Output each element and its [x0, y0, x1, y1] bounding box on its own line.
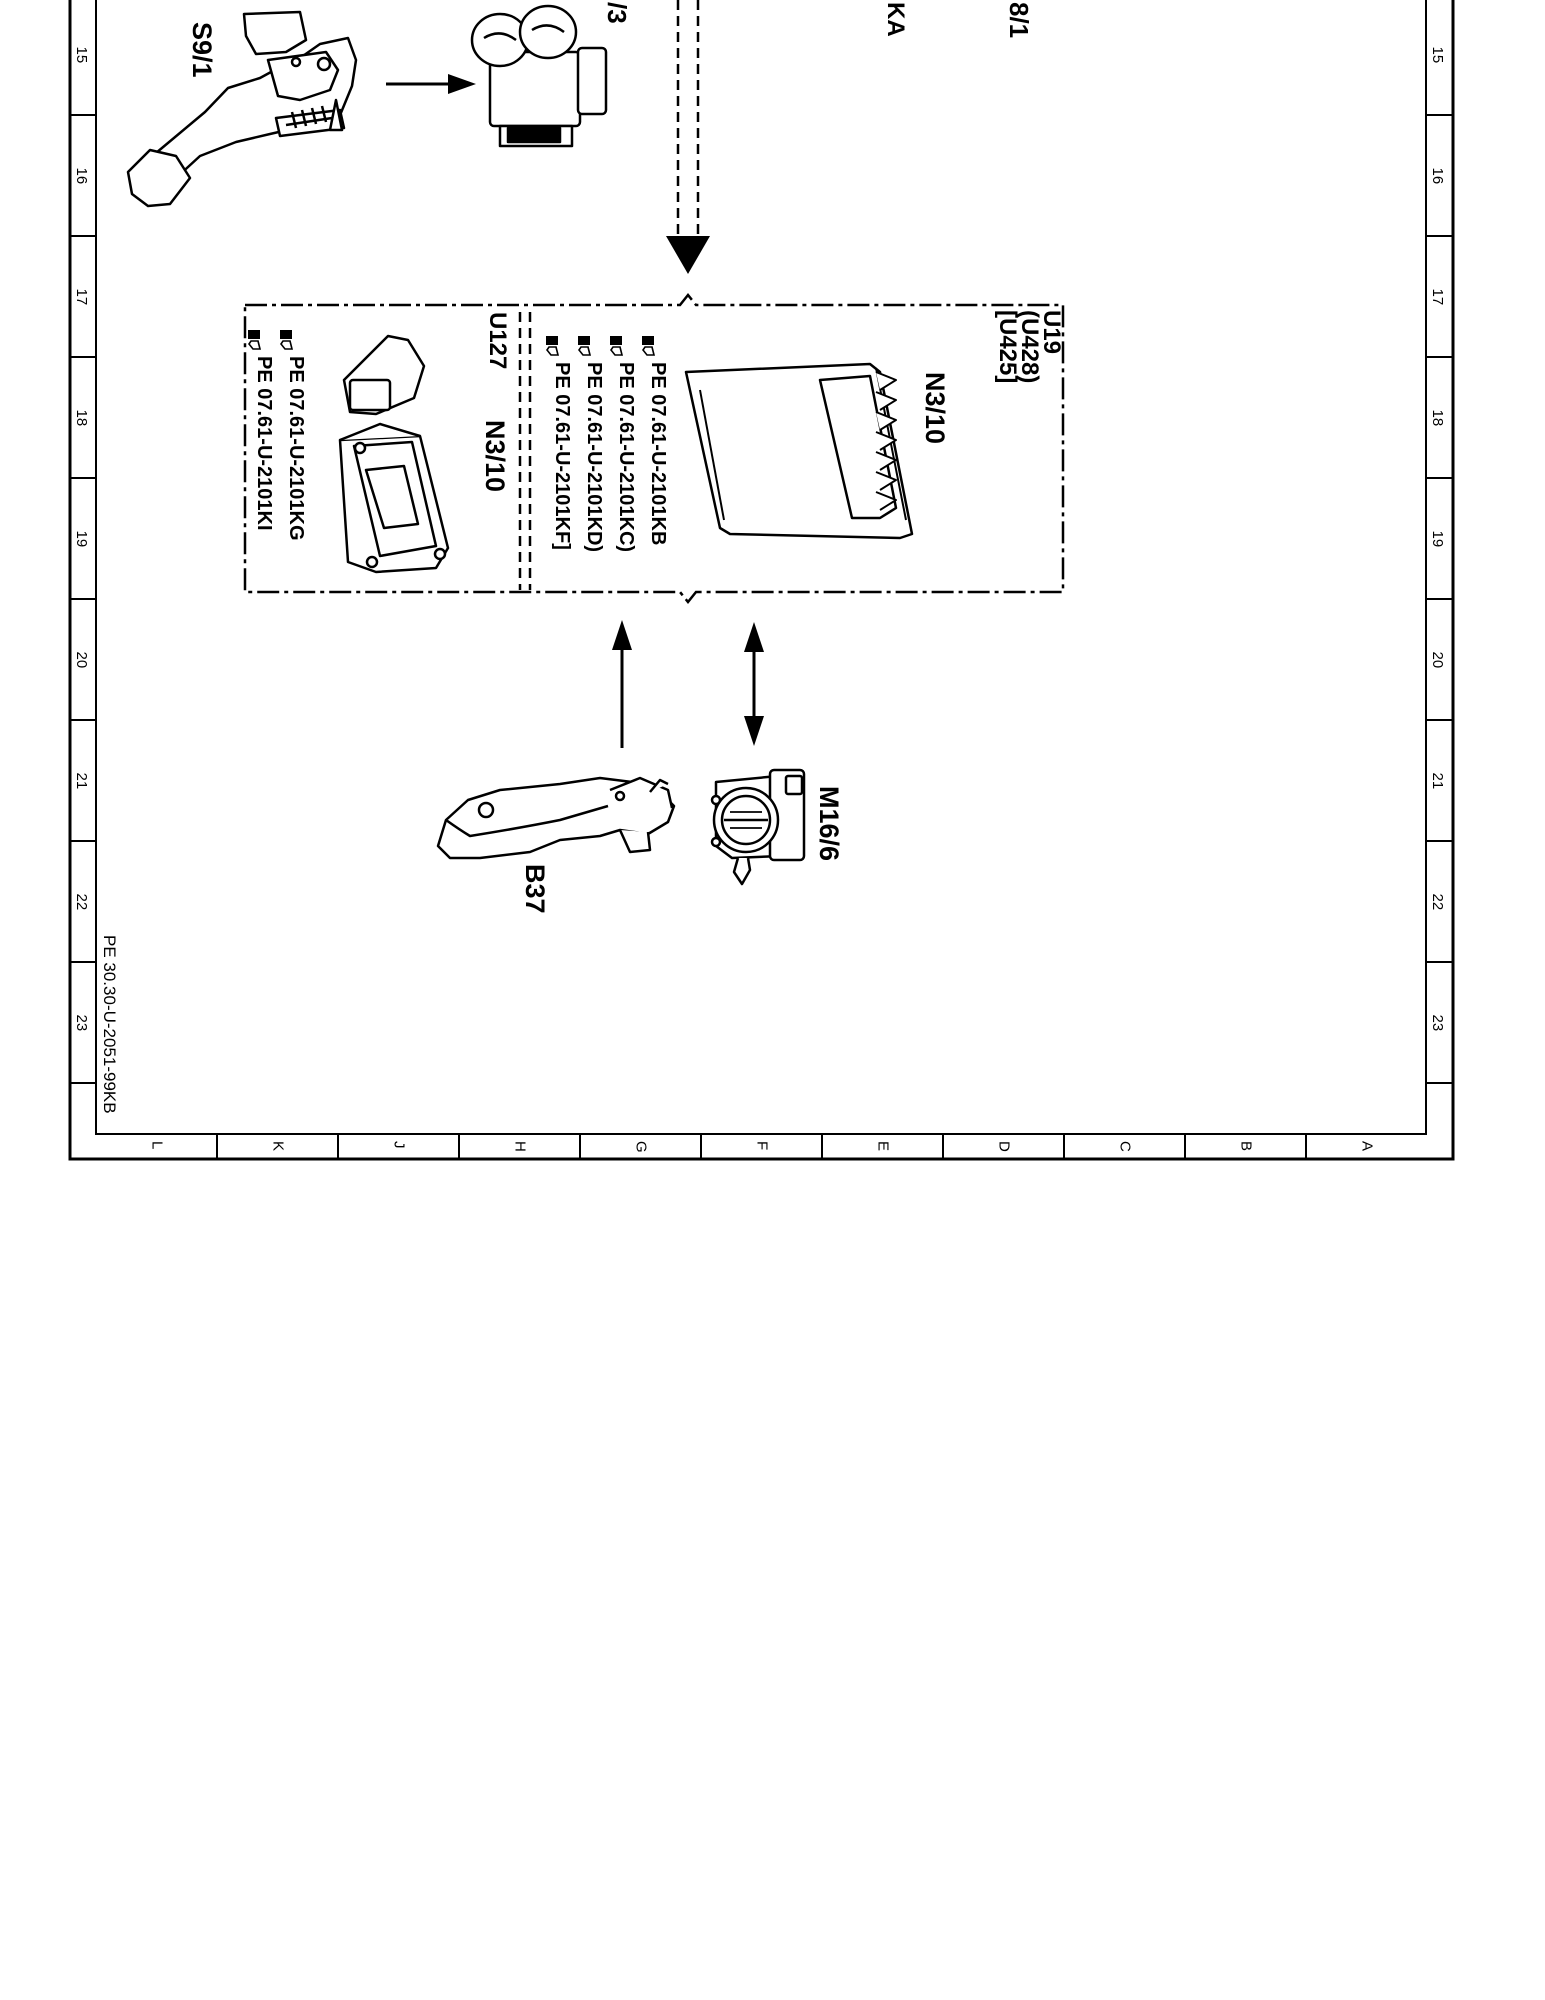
grid-row-label: 22: [73, 893, 90, 911]
grid-row-label: 19: [73, 530, 90, 548]
partial-label-b: KA: [882, 2, 909, 37]
reference-link[interactable]: PE 07.61-U-2101KF]: [551, 362, 573, 550]
grid-row-label: 17: [73, 288, 90, 306]
pointing-hand-book-icon: [248, 330, 260, 349]
engine-control-unit-alt-icon: [340, 336, 448, 572]
group-code-u127: U127: [484, 312, 511, 370]
grid-column-label: C: [1116, 1141, 1134, 1152]
outer-frame: [70, 0, 1453, 1159]
group-code-u19: U19: [1038, 310, 1065, 355]
grid-row-label: 20: [1429, 651, 1446, 669]
grid-column-label: L: [148, 1141, 166, 1150]
pointing-hand-book-icon: [546, 336, 558, 355]
grid-column-label: F: [753, 1141, 771, 1151]
grid-column-label: G: [632, 1141, 650, 1153]
partial-label-a: /3: [602, 2, 632, 24]
grid-column-label: J: [390, 1141, 408, 1149]
grid-row-label: 18: [73, 409, 90, 427]
grid-row-label: 19: [1429, 530, 1446, 548]
control-unit-group-codes: [994, 310, 1065, 383]
grid-column-label: H: [511, 1141, 529, 1152]
grid-row-label: 15: [73, 46, 90, 64]
bus-arrow: [666, 0, 710, 274]
engine-control-unit-icon: [686, 364, 912, 538]
grid-ruler-bottom: [149, 1134, 1376, 1159]
grid-ruler-right: [1426, 47, 1453, 1084]
grid-row-label: 23: [73, 1014, 90, 1032]
pointing-hand-book-icon: [642, 336, 654, 355]
brake-pedal-switch-icon: [128, 12, 356, 206]
group-code-u425: [U425]: [994, 310, 1021, 384]
control-unit-label: N3/10: [920, 372, 950, 445]
throttle-bidirectional-arrow: [744, 622, 764, 746]
sensor-input-arrow: [612, 620, 632, 748]
grid-row-label: 21: [73, 772, 90, 790]
partial-label-c: 8/1: [1004, 2, 1034, 39]
grid-row-label: 16: [1429, 167, 1446, 185]
reference-link[interactable]: PE 07.61-U-2101KB: [647, 362, 669, 546]
grid-row-label: 15: [1429, 46, 1446, 64]
drawing-id: PE 30.30-U-2051-99KB: [100, 935, 119, 1114]
control-unit-alt-label: N3/10: [480, 420, 510, 493]
pointing-hand-book-icon: [280, 330, 292, 349]
reference-link[interactable]: PE 07.61-U-2101KD): [583, 362, 605, 553]
inner-frame: [96, 0, 1426, 1134]
pointing-hand-book-icon: [578, 336, 590, 355]
accelerator-pedal-sensor-icon: [438, 778, 674, 858]
grid-row-label: 20: [73, 651, 90, 669]
grid-column-label: K: [269, 1141, 287, 1152]
grid-column-label: A: [1358, 1141, 1376, 1152]
grid-row-label: 17: [1429, 288, 1446, 306]
reference-list-alt: [248, 330, 307, 541]
grid-column-label: D: [995, 1141, 1013, 1152]
throttle-label: M16/6: [814, 786, 844, 862]
pointing-hand-book-icon: [610, 336, 622, 355]
pedal-sensor-label: B37: [520, 864, 550, 914]
reference-link[interactable]: PE 07.61-U-2101KG: [285, 356, 307, 541]
signal-arrow: [386, 74, 476, 94]
pedal-switch-label: S9/1: [187, 22, 217, 78]
reference-link[interactable]: PE 07.61-U-2101KC): [615, 362, 637, 553]
throttle-actuator-icon: [712, 770, 804, 884]
grid-column-label: E: [874, 1141, 892, 1152]
grid-row-label: 18: [1429, 409, 1446, 427]
group-code-u428: (U428): [1016, 310, 1043, 384]
grid-row-label: 22: [1429, 893, 1446, 911]
grid-row-label: 21: [1429, 772, 1446, 790]
reference-list-main: [546, 336, 669, 552]
reference-link[interactable]: PE 07.61-U-2101KI: [253, 356, 275, 531]
grid-column-label: B: [1237, 1141, 1255, 1152]
grid-row-label: 16: [73, 167, 90, 185]
grid-ruler-left: [70, 47, 96, 1084]
solenoid-valve-icon: [472, 6, 606, 146]
grid-row-label: 23: [1429, 1014, 1446, 1032]
